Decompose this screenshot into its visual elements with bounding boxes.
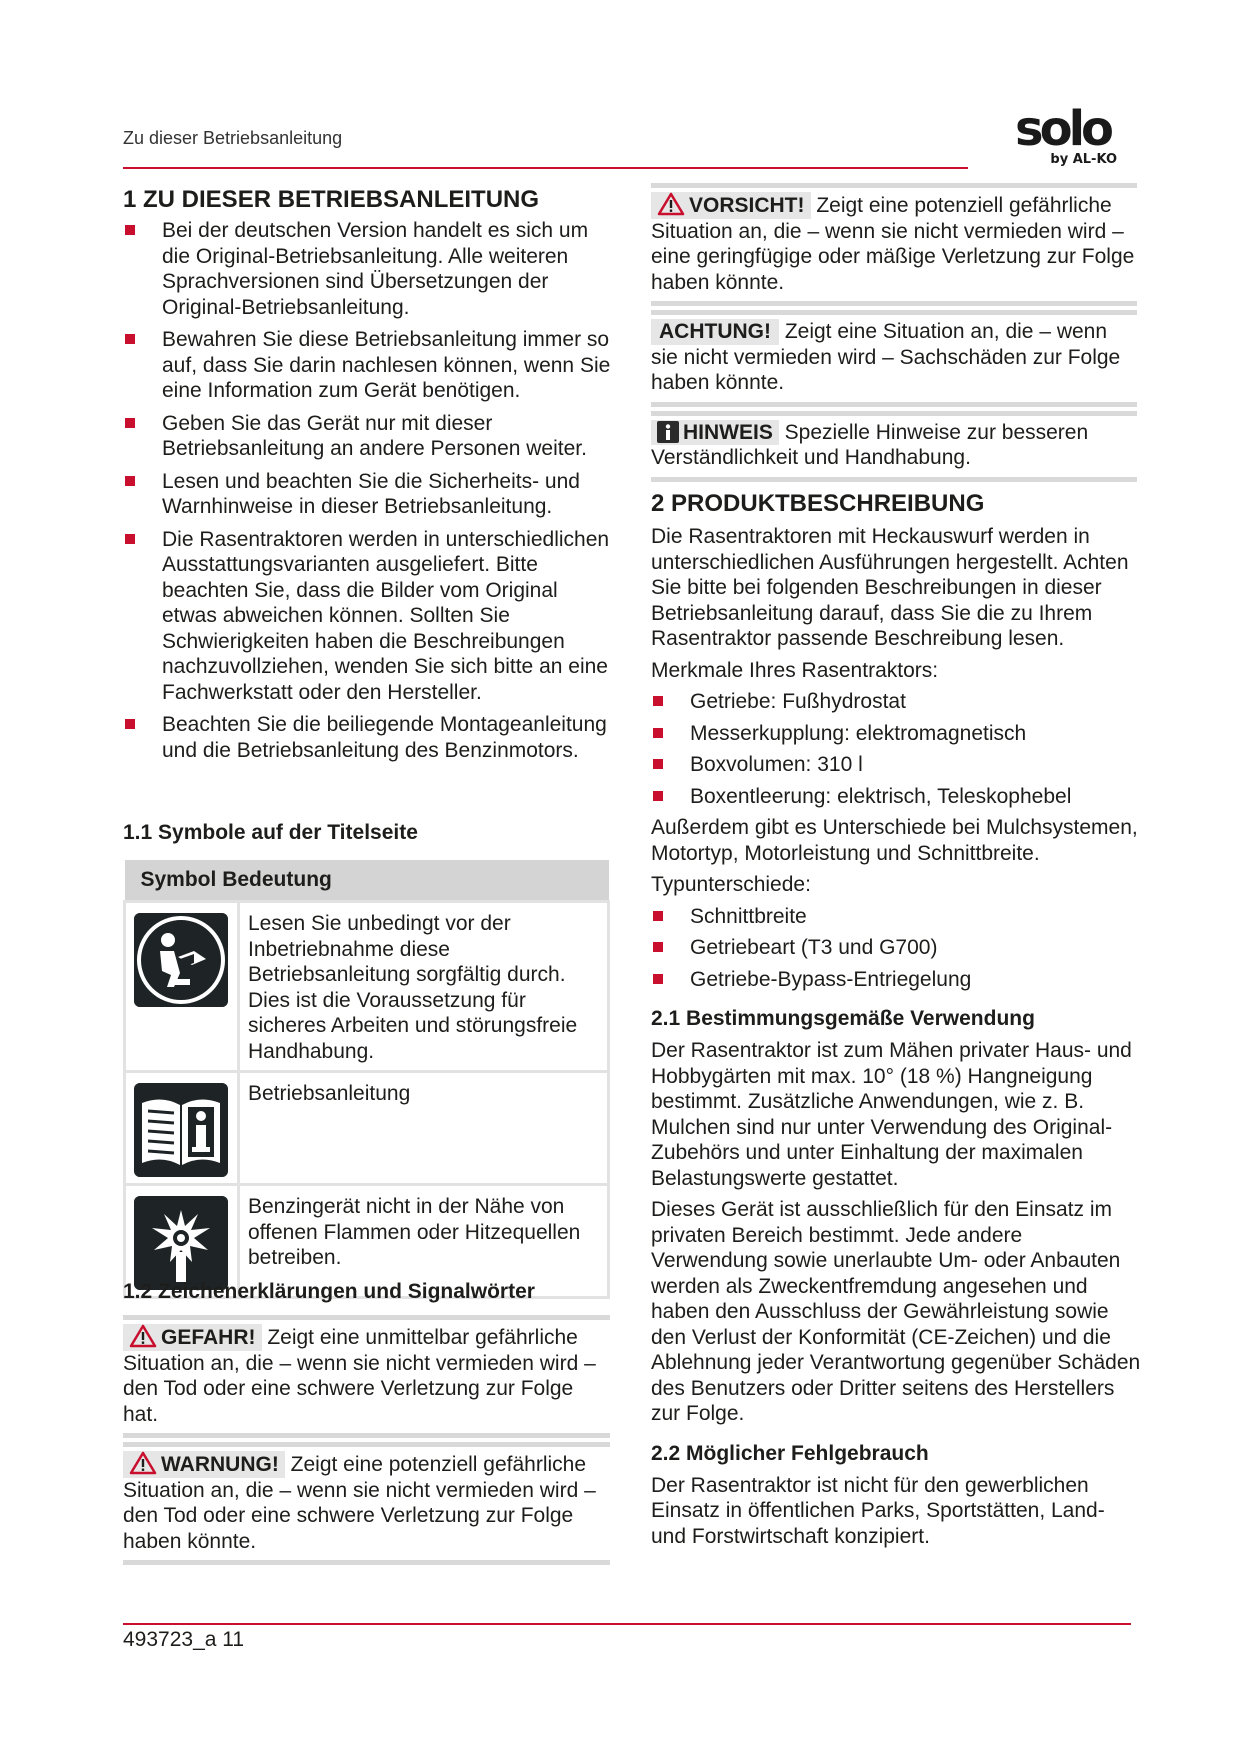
features-label: Merkmale Ihres Rasentraktors:	[651, 658, 939, 682]
hinweis-text: Spezielle Hinweise zur besseren Verständlichkeit und Handhabung.	[651, 420, 1089, 469]
heading-1-1: 1.1 Symbole auf der Titelseite	[123, 821, 418, 844]
types-label: Typunterschiede:	[651, 873, 811, 896]
achtung-tag: ACHTUNG!	[651, 319, 779, 345]
col-symbol-header: Symbol	[140, 868, 217, 891]
bullet-icon	[125, 719, 135, 729]
logo-byalko: by AL-KO	[1050, 152, 1117, 167]
symbol-meaning: Lesen Sie unbedingt vor der Inbetriebnahme diese Betriebsanleitung sorgfältig durch. Dies ist die Voraussetzung für sicheres Arbeiten und störungsfreie Handhabung.	[239, 902, 609, 1072]
manual-info-icon	[134, 1083, 228, 1177]
warnung-notice	[123, 1442, 610, 1565]
paragraph: Der Rasentraktor ist nicht für den gewerblichen Einsatz in öffentlichen Parks, Sportstätten, Land- und Forstwirtschaft konzipiert.	[651, 1473, 1105, 1548]
bullet-icon	[653, 759, 663, 769]
read-manual-icon	[134, 913, 228, 1007]
bullet-icon	[653, 974, 663, 984]
list-item: Getriebe: Fußhydrostat	[651, 689, 1141, 715]
warning-triangle-icon	[657, 192, 685, 216]
list-item: Beachten Sie die beiliegende Montageanleitung und die Betriebsanleitung des Benzinmotors.	[123, 712, 613, 763]
list-item: Getriebe-Bypass-Entriegelung	[651, 967, 1141, 993]
types-list	[651, 904, 1141, 993]
no-open-flame-icon	[134, 1196, 228, 1290]
bullet-icon	[653, 696, 663, 706]
list-item: Boxvolumen: 310 l	[651, 752, 1141, 778]
features-list	[651, 689, 1141, 809]
bullet-icon	[125, 418, 135, 428]
table-row	[125, 1072, 609, 1185]
achtung-text: Zeigt eine Situation an, die – wenn sie nicht vermieden wird – Sachschäden zur Folge haben könnte.	[651, 320, 1121, 394]
bullet-icon	[125, 534, 135, 544]
symbol-table	[123, 860, 610, 1299]
warning-triangle-icon	[129, 1451, 157, 1475]
page-footer: 493723_a 11	[123, 1628, 245, 1651]
list-item: Bewahren Sie diese Betriebsanleitung immer so auf, dass Sie darin nachlesen können, wenn Sie eine Information zum Gerät benötigen.	[123, 327, 613, 404]
warnung-tag: WARNUNG!	[123, 1451, 285, 1478]
list-item: Geben Sie das Gerät nur mit dieser Betriebsanleitung an andere Personen weiter.	[123, 411, 613, 462]
vorsicht-text: Zeigt eine potenziell gefährliche Situation an, die – wenn sie nicht vermieden wird – eine geringfügige oder mäßige Verletzung zur Folge haben könnte.	[651, 194, 1135, 294]
bullet-icon	[653, 911, 663, 921]
bullet-icon	[125, 334, 135, 344]
symbol-meaning: Betriebsanleitung	[239, 1072, 609, 1185]
paragraph: Der Rasentraktor ist zum Mähen privater Haus- und Hobbygärten mit max. 10° (18 %) Hangneigung bestimmt. Zusätzliche Anwendungen, wie z. B. Mulchen sind nur unter Verwendung des Original-Zubehörs und unter Einhaltung der maximalen Belastungswerte gestattet.	[651, 1039, 1132, 1190]
section-1-2	[123, 1279, 610, 1565]
paragraph: Außerdem gibt es Unterschiede bei Mulchsystemen, Motortyp, Motorleistung und Schnittbreite.	[651, 816, 1138, 865]
signal-words-continued	[651, 183, 1137, 482]
list-item: Getriebeart (T3 und G700)	[651, 935, 1141, 961]
bullet-icon	[125, 476, 135, 486]
bullet-icon	[653, 791, 663, 801]
hinweis-notice	[651, 411, 1137, 482]
warnung-text: Zeigt eine potenziell gefährliche Situation an, die – wenn sie nicht vermieden wird – den Tod oder eine schwere Verletzung zur Folge haben könnte.	[123, 1453, 596, 1553]
list-item: Lesen und beachten Sie die Sicherheits- und Warnhinweise in dieser Betriebsanleitung.	[123, 469, 613, 520]
heading-1: 1 ZU DIESER BETRIEBSANLEITUNG	[123, 186, 540, 213]
intro-bullet-list	[123, 218, 613, 763]
list-item: Die Rasentraktoren werden in unterschiedlichen Ausstattungsvarianten ausgeliefert. Bitte beachten Sie, dass die Bilder vom Original etwas abweichen können. Sollten Sie Schwierigkeiten haben die Beschreibungen nachzuvollziehen, wenden Sie sich bitte an eine Fachwerkstatt oder den Hersteller.	[123, 527, 613, 706]
brand-logo	[1000, 101, 1118, 174]
table-row	[125, 902, 609, 1072]
section-2	[651, 490, 1141, 1549]
gefahr-notice	[123, 1315, 610, 1438]
heading-2: 2 PRODUKTBESCHREIBUNG	[651, 490, 985, 517]
info-icon	[657, 421, 679, 443]
col-meaning-header: Bedeutung	[222, 868, 332, 891]
bullet-icon	[653, 728, 663, 738]
heading-1-2: 1.2 Zeichenerklärungen und Signalwörter	[123, 1280, 535, 1303]
paragraph: Die Rasentraktoren mit Heckauswurf werden in unterschiedlichen Ausführungen hergestellt. Achten Sie bitte bei folgenden Beschreibungen in dieser Betriebsanleitung darauf, dass Sie die zu Ihrem Rasentraktor passende Beschreibung lesen.	[651, 525, 1129, 650]
achtung-notice	[651, 310, 1137, 407]
list-item: Schnittbreite	[651, 904, 1141, 930]
heading-2-2: 2.2 Möglicher Fehlgebrauch	[651, 1441, 929, 1465]
logo-solo: solo	[1015, 101, 1110, 157]
bullet-icon	[125, 225, 135, 235]
list-item: Messerkupplung: elektromagnetisch	[651, 721, 1141, 747]
footer-divider	[123, 1623, 1131, 1625]
section-1-1	[123, 820, 613, 1299]
vorsicht-tag: VORSICHT!	[651, 192, 811, 219]
gefahr-tag: GEFAHR!	[123, 1324, 262, 1351]
bullet-icon	[653, 942, 663, 952]
hinweis-tag: HINWEIS	[651, 420, 779, 446]
gefahr-text: Zeigt eine unmittelbar gefährliche Situation an, die – wenn sie nicht vermieden wird – den Tod oder eine schwere Verletzung zur Folge hat.	[123, 1326, 596, 1426]
heading-2-1: 2.1 Bestimmungsgemäße Verwendung	[651, 1007, 1035, 1030]
paragraph: Dieses Gerät ist ausschließlich für den Einsatz im privaten Bereich bestimmt. Jede andere Verwendung sowie unerlaubte Um- oder Anbauten werden als Zweckentfremdung angesehen und haben den Ausschluss der Gewährleistung sowie den Verlust der Konformität (CE-Zeichen) und die Ablehnung jeder Verantwortung gegenüber Schäden des Benutzers oder Dritter seitens des Herstellers zur Folge.	[651, 1198, 1141, 1425]
symbol-meaning: Benzingerät nicht in der Nähe von offenen Flammen oder Hitzequellen betreiben.	[239, 1185, 609, 1298]
list-item: Bei der deutschen Version handelt es sich um die Original-Betriebsanleitung. Alle weiteren Sprachversionen sind Übersetzungen der Original-Betriebsanleitung.	[123, 218, 613, 320]
table-header	[125, 860, 609, 902]
left-column	[123, 186, 613, 770]
list-item: Boxentleerung: elektrisch, Teleskophebel	[651, 784, 1141, 810]
header-divider	[123, 167, 968, 169]
vorsicht-notice	[651, 183, 1137, 306]
running-header: Zu dieser Betriebsanleitung	[123, 128, 343, 148]
warning-triangle-icon	[129, 1324, 157, 1348]
